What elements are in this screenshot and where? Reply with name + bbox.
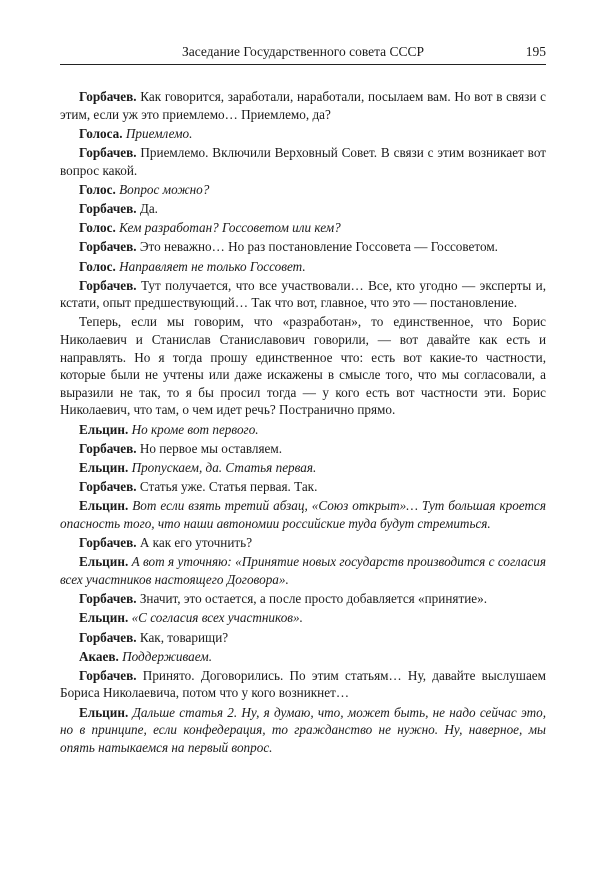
speaker-name: Ельцин. xyxy=(79,421,129,437)
speaker-name: Горбачев. xyxy=(79,200,137,216)
speech-text: Приемлемо. xyxy=(122,125,193,141)
speaker-name: Голос. xyxy=(79,181,116,197)
transcript-paragraph xyxy=(60,497,546,532)
transcript-paragraph xyxy=(60,553,546,588)
speaker-name: Горбачев. xyxy=(79,89,137,104)
speech-text: Но кроме вот первого. xyxy=(128,421,259,437)
speaker-name: Голос. xyxy=(79,258,116,274)
speaker-name: Горбачев. xyxy=(79,479,137,495)
speech-text: Да. xyxy=(136,200,158,216)
speaker-name: Горбачев. xyxy=(79,667,137,683)
speech-text: Вот если взять третий абзац, «Союз открыт»… Тут большая кроется опасность того, что наши автономии российские туда будут стремиться. xyxy=(60,498,546,531)
speech-text: Пропускаем, да. Статья первая. xyxy=(128,460,317,475)
transcript-paragraph xyxy=(60,704,546,757)
speaker-name: Горбачев. xyxy=(79,144,137,160)
transcript-paragraph xyxy=(60,144,546,179)
speech-text: Но первое мы оставляем. xyxy=(136,440,283,456)
speaker-name: Ельцин. xyxy=(79,704,129,720)
transcript-paragraph xyxy=(60,125,546,143)
transcript-paragraph xyxy=(60,277,546,312)
running-header xyxy=(60,38,546,65)
speaker-name: Горбачев. xyxy=(79,535,137,551)
transcript-paragraph xyxy=(60,238,546,256)
transcript-paragraph xyxy=(60,181,546,199)
speaker-name: Голос. xyxy=(79,220,116,236)
speech-text: Вопрос можно? xyxy=(115,181,210,197)
speaker-name: Горбачев. xyxy=(79,277,137,293)
speech-text: Как говорится, заработали, наработали, посылаем вам. Но вот в связи с этим, если уж это приемлемо… Приемлемо, да? xyxy=(60,89,546,122)
speech-text: Приемлемо. Включили Верховный Совет. В связи с этим возникает вот вопрос какой. xyxy=(60,144,546,178)
speaker-name: Ельцин. xyxy=(79,498,129,514)
transcript-paragraph xyxy=(60,258,546,276)
speaker-name: Горбачев. xyxy=(79,629,137,645)
speech-text: Дальше статья 2. Ну, я думаю, что, может быть, не надо сейчас это, но в принципе, если конфедерация, то гражданство не нужно. Ну, наверное, мы опять натыкаемся на первый вопрос. xyxy=(60,704,546,755)
speech-text: А вот я уточняю: «Принятие новых государств производится с согласия всех участников настоящего Договора». xyxy=(60,554,546,587)
speaker-name: Голоса. xyxy=(79,125,123,141)
speech-text: «С согласия всех участников». xyxy=(128,610,303,626)
header-title: Заседание Государственного совета СССР xyxy=(181,44,425,59)
transcript-paragraph xyxy=(60,667,546,702)
speech-text: Кем разработан? Госсоветом или кем? xyxy=(115,220,341,236)
speaker-name: Горбачев. xyxy=(79,440,137,456)
speech-text: Принято. Договорились. По этим статьям… Ну, давайте выслушаем Бориса Николаевича, потом что у кого возникнет… xyxy=(60,667,546,701)
speech-text: Тут получается, что все участвовали… Все, кто угодно — эксперты и, кстати, опыт предшествующий… Так что вот, главное, что это — постановление. xyxy=(60,277,546,311)
speech-text: Это неважно… Но раз постановление Госсовета — Госсоветом. xyxy=(136,239,498,255)
transcript-paragraph xyxy=(60,609,546,627)
page-number: 195 xyxy=(525,44,546,59)
transcript-paragraph xyxy=(60,459,546,477)
speech-text: Поддерживаем. xyxy=(118,648,212,664)
speech-text: Направляет не только Госсовет. xyxy=(115,258,306,274)
speech-text: Как, товарищи? xyxy=(136,629,229,645)
transcript-paragraph xyxy=(60,629,546,647)
speech-text: А как его уточнить? xyxy=(136,535,253,551)
transcript-paragraph xyxy=(60,313,546,419)
speech-text: Теперь, если мы говорим, что «разработан», то единственное, что Борис Николаевич и Станислав Станиславович говорили, — вот давайте как есть и направлять. Но я тогда прошу единственное что: есть вот какие-то частности, которые были не учтены или даже искажены в смысле того, что мы согласовали, а выразили не так, то я бы просил тогда — у кого есть вот частности эти. Борис Николаевич, что там, о чем идет речь? Постранично прямо. xyxy=(60,314,546,418)
transcript-paragraph xyxy=(60,200,546,218)
speaker-name: Ельцин. xyxy=(79,554,129,570)
transcript-paragraph xyxy=(60,534,546,552)
transcript-paragraph xyxy=(60,421,546,439)
transcript-paragraph xyxy=(60,478,546,496)
speaker-name: Акаев. xyxy=(79,648,119,664)
transcript-body xyxy=(60,88,546,758)
speaker-name: Горбачев. xyxy=(79,591,137,607)
transcript-paragraph xyxy=(60,88,546,123)
speaker-name: Ельцин. xyxy=(79,460,129,475)
speaker-name: Ельцин. xyxy=(79,610,129,626)
speaker-name: Горбачев. xyxy=(79,239,137,255)
transcript-paragraph xyxy=(60,219,546,237)
speech-text: Статья уже. Статья первая. Так. xyxy=(136,479,318,495)
speech-text: Значит, это остается, а после просто добавляется «принятие». xyxy=(136,591,488,607)
transcript-paragraph xyxy=(60,648,546,666)
transcript-paragraph xyxy=(60,440,546,458)
transcript-paragraph xyxy=(60,590,546,608)
